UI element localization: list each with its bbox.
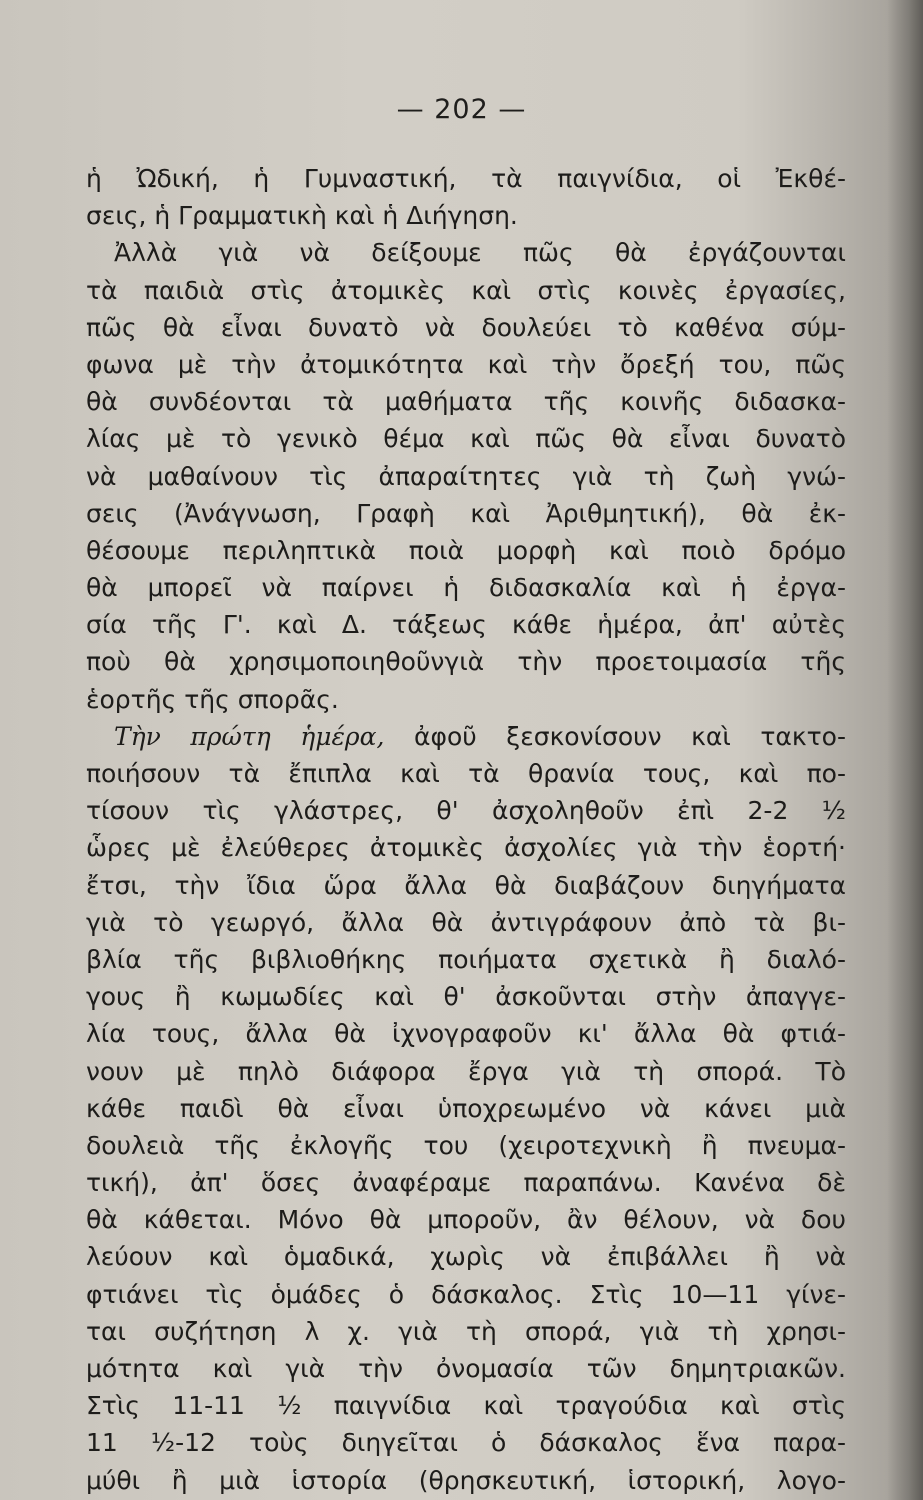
- text-line: σεις (Ἀνάγνωση, Γραφὴ καὶ Ἀριθμητική), θὰ ἐκ-: [86, 498, 846, 528]
- italic-phrase: Τὴν πρώτη ἡμέρα,: [114, 721, 385, 751]
- text-line: ποὺ θὰ χρησιμοποιηθοῦνγιὰ τὴν προετοιμασία τῆς: [86, 647, 846, 677]
- text-line: σεις, ἡ Γραμματικὴ καὶ ἡ Διήγηση.: [86, 201, 518, 231]
- text-line: ἑορτῆς τῆς σπορᾶς.: [86, 684, 339, 714]
- body-text: [86, 160, 846, 1499]
- text-line-italic-start: [86, 718, 846, 755]
- text-line: σία τῆς Γ'. καὶ Δ. τάξεως κάθε ἡμέρα, ἀπ' αὐτὲς: [86, 610, 846, 640]
- text-line: μότητα καὶ γιὰ τὴν ὀνομασία τῶν δημητριακῶν.: [86, 1354, 846, 1383]
- text-line: γιὰ τὸ γεωργό, ἄλλα θὰ ἀντιγράφουν ἀπὸ τὰ βι-: [86, 907, 846, 937]
- text-line: τική), ἀπ' ὅσες ἀναφέραμε παραπάνω. Κανένα δὲ: [86, 1168, 846, 1198]
- page-number: — 202 —: [396, 94, 527, 125]
- text-line: ται συζήτηση λ χ. γιὰ τὴ σπορά, γιὰ τὴ χρησι-: [86, 1316, 846, 1346]
- text-line: γους ἢ κωμωδίες καὶ θ' ἀσκοῦνται στὴν ἀπαγγε-: [86, 982, 846, 1012]
- text-line: Ἀλλὰ γιὰ νὰ δείξουμε πῶς θὰ ἐργάζουνται: [114, 238, 846, 268]
- text-line: ποιήσουν τὰ ἔπιπλα καὶ τὰ θρανία τους, καὶ πο-: [86, 759, 846, 788]
- text-line: κάθε παιδὶ θὰ εἶναι ὑποχρεωμένο νὰ κάνει μιὰ: [86, 1093, 846, 1123]
- text-line: θὰ μπορεῖ νὰ παίρνει ἡ διδασκαλία καὶ ἡ ἐργα-: [86, 573, 846, 603]
- text-line: ὧρες μὲ ἐλεύθερες ἀτομικὲς ἀσχολίες γιὰ τὴν ἑορτή·: [86, 833, 846, 863]
- text-line: τίσουν τὶς γλάστρες, θ' ἀσχοληθοῦν ἐπὶ 2-2 ½: [86, 796, 846, 826]
- text-line: Στὶς 11-11 ½ παιγνίδια καὶ τραγούδια καὶ στὶς: [86, 1391, 846, 1421]
- text-fragment: ἀφοῦ ξεσκονίσουν καὶ τακτο-: [384, 721, 846, 751]
- text-line: λία τους, ἄλλα θὰ ἰχνογραφοῦν κι' ἄλλα θὰ φτιά-: [86, 1019, 846, 1049]
- text-line: πῶς θὰ εἶναι δυνατὸ νὰ δουλεύει τὸ καθένα σύμ-: [86, 312, 846, 342]
- text-line: βλία τῆς βιβλιοθήκης ποιήματα σχετικὰ ἢ διαλό-: [86, 944, 846, 974]
- text-line: τὰ παιδιὰ στὶς ἀτομικὲς καὶ στὶς κοινὲς ἐργασίες,: [86, 275, 846, 305]
- text-line: νὰ μαθαίνουν τὶς ἀπαραίτητες γιὰ τὴ ζωὴ γνώ-: [86, 461, 846, 491]
- text-line: ἔτσι, τὴν ἴδια ὥρα ἄλλα θὰ διαβάζουν διηγήματα: [86, 870, 846, 900]
- text-line: μύθι ἢ μιὰ ἱστορία (θρησκευτική, ἱστορική, λογο-: [86, 1465, 846, 1495]
- text-line: θὰ κάθεται. Μόνο θὰ μποροῦν, ἂν θέλουν, νὰ δου: [86, 1205, 846, 1235]
- text-line: φτιάνει τὶς ὁμάδες ὁ δάσκαλος. Στὶς 10—11 γίνε-: [86, 1279, 846, 1309]
- text-line: φωνα μὲ τὴν ἀτομικότητα καὶ τὴν ὄρεξή του, πῶς: [86, 349, 846, 379]
- text-line: νουν μὲ πηλὸ διάφορα ἔργα γιὰ τὴ σπορά. Τὸ: [86, 1056, 846, 1086]
- page-edge-shadow: [887, 0, 923, 1500]
- text-line: λεύουν καὶ ὁμαδικά, χωρὶς νὰ ἐπιβάλλει ἢ νὰ: [86, 1242, 846, 1272]
- text-line: δουλειὰ τῆς ἐκλογῆς του (χειροτεχνικὴ ἢ πνευμα-: [86, 1130, 846, 1160]
- text-line: 11 ½-12 τοὺς διηγεῖται ὁ δάσκαλος ἕνα παρα-: [86, 1428, 846, 1458]
- text-line: ἡ Ὠδική, ἡ Γυμναστική, τὰ παιγνίδια, οἱ Ἐκθέ-: [86, 164, 846, 193]
- text-line: θὰ συνδέονται τὰ μαθήματα τῆς κοινῆς διδασκα-: [86, 387, 846, 417]
- text-line: θέσουμε περιληπτικὰ ποιὰ μορφὴ καὶ ποιὸ δρόμο: [86, 535, 846, 565]
- text-line: λίας μὲ τὸ γενικὸ θέμα καὶ πῶς θὰ εἶναι δυνατὸ: [86, 424, 846, 454]
